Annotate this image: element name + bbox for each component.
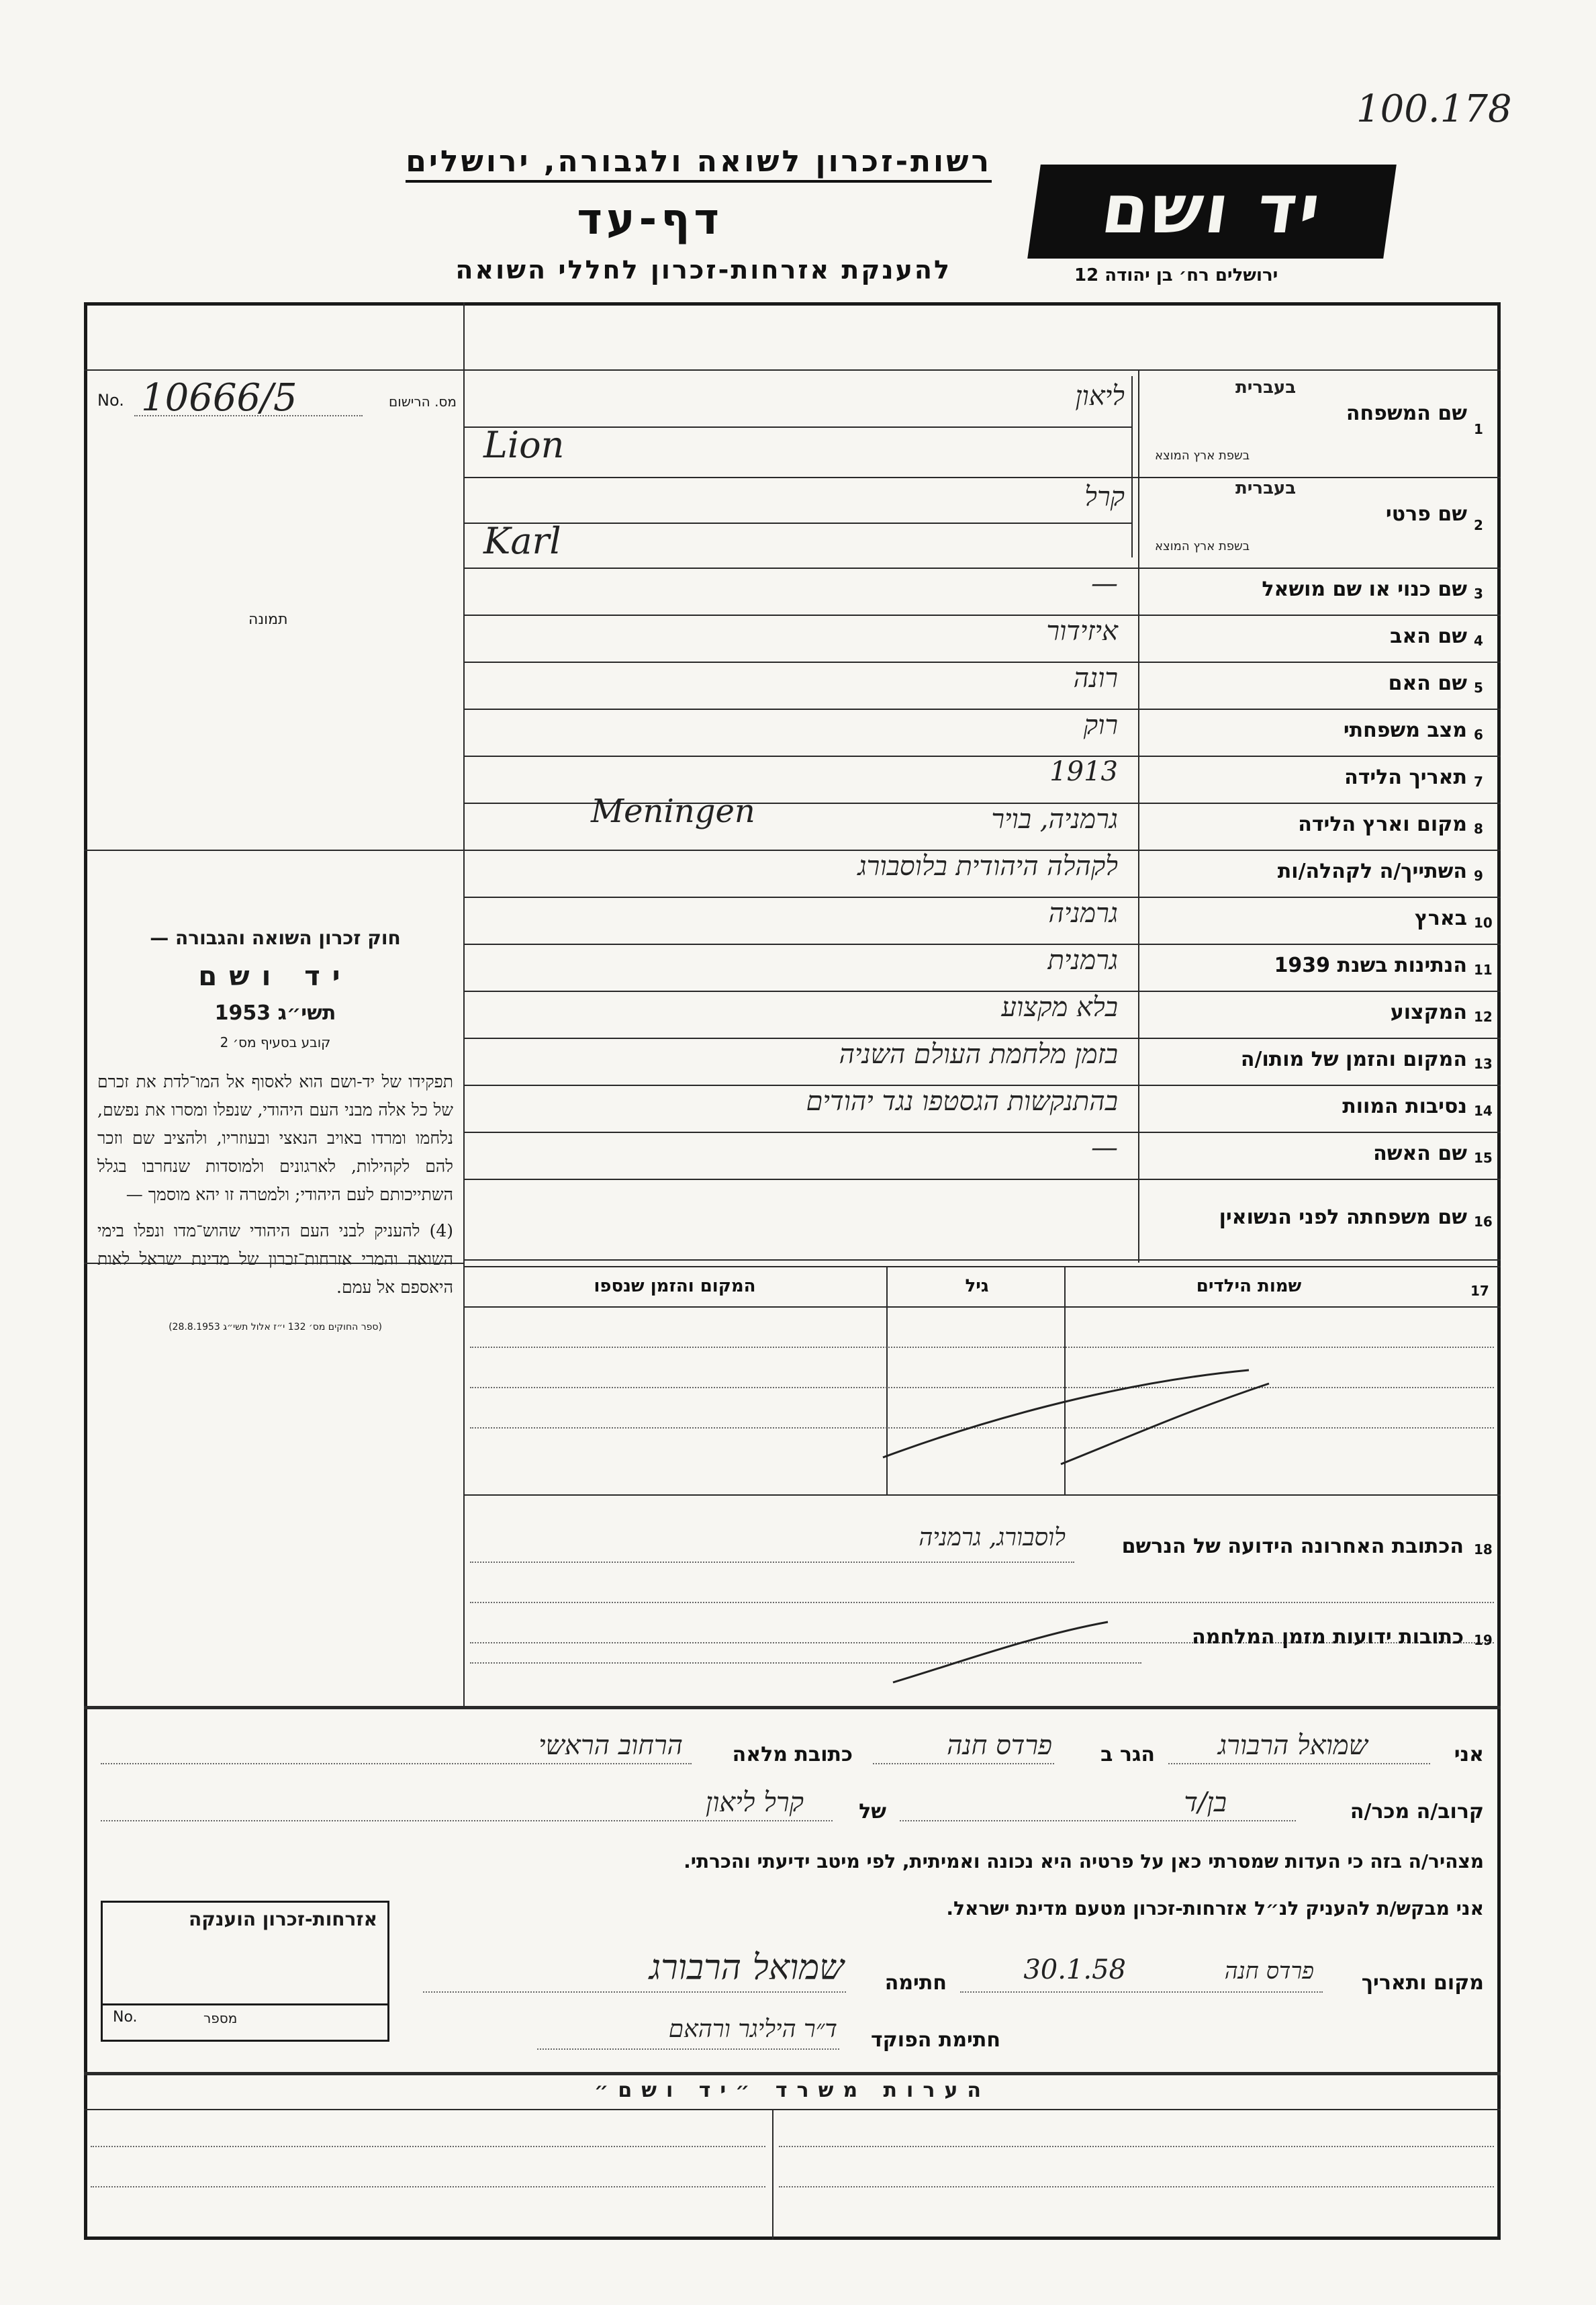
field-14-label: נסיבות המוות bbox=[1342, 1095, 1467, 1118]
decl-place: פרדס חנה bbox=[1224, 1958, 1314, 1985]
last-address-value: לוסבורג, גרמניה bbox=[919, 1524, 1066, 1551]
form-subtitle: להענקת אזרחות-זכרון לחללי השואה bbox=[455, 255, 951, 285]
decl-officer: ד״ר היליגר ורהאם bbox=[668, 2016, 837, 2043]
children-strikeout bbox=[873, 1357, 1276, 1471]
field-13-label: המקום והזמן של מותו/ה bbox=[1240, 1048, 1467, 1071]
office-notes-title: הערות משרד ״יד ושם״ bbox=[594, 2079, 990, 2102]
authority-line: רשות-זכרון לשואה ולגבורה, ירושלים bbox=[406, 144, 992, 183]
field-13-value: בזמן מלחמת העולם השניה bbox=[839, 1039, 1118, 1070]
field-2-label: שם פרטי bbox=[1385, 502, 1467, 526]
field-1-sublabel-origin: בשפת ארץ המוצא bbox=[1155, 449, 1250, 463]
field-1-value-latin: Lion bbox=[483, 424, 565, 466]
field-2-sublabel-origin: בשפת ארץ המוצא bbox=[1155, 539, 1250, 553]
logo-text: יד ושם bbox=[1096, 170, 1328, 248]
decl-signature: שמואל הרבורג bbox=[649, 1948, 844, 1988]
field-11-value: גרמנית bbox=[1047, 945, 1118, 976]
law-box bbox=[97, 927, 453, 1332]
field-11-number: 11 bbox=[1474, 962, 1493, 978]
field-9-value: לקהלה היהודית בלוסבורג bbox=[857, 851, 1118, 882]
field-5-label: שם האם bbox=[1388, 672, 1467, 695]
decl-resides: הגר ב bbox=[1100, 1743, 1155, 1766]
field-12-number: 12 bbox=[1474, 1009, 1493, 1025]
decl-relation-label: קרוב/ה מכר/ה bbox=[1350, 1800, 1484, 1823]
citizenship-box bbox=[101, 1901, 389, 2042]
field-row-12 bbox=[463, 991, 1501, 1038]
decl-place-date-label: מקום ותאריך bbox=[1361, 1971, 1484, 1995]
field-row-16 bbox=[463, 1179, 1501, 1259]
field-6-label: מצב משפחתי bbox=[1343, 719, 1467, 742]
last-address-label: הכתובת האחרונה הידועה של הנרשם bbox=[1121, 1535, 1464, 1558]
field-row-2 bbox=[463, 477, 1501, 568]
field-8-value: גרמניה, בויר bbox=[991, 804, 1118, 835]
field-2-value-latin: Karl bbox=[483, 519, 561, 562]
decl-officer-label: חתימת הפוקד bbox=[871, 2028, 1000, 2052]
field-14-value: בהתנקשות הגסטפו נגד יהודים bbox=[806, 1086, 1118, 1117]
decl-statement-2: אני מבקש/ת להעניק לנ״ל אזרחות-זכרון מטעם מדינת ישראל. bbox=[946, 1897, 1484, 1919]
decl-date: 30.1.58 bbox=[1023, 1954, 1126, 1985]
law-title: חוק זכרון השואה והגבורה — bbox=[150, 927, 401, 949]
citizenship-number-prefix: No. bbox=[113, 2009, 138, 2026]
decl-city: פרדס חנה bbox=[947, 1730, 1052, 1761]
registration-label: מס. הרישום bbox=[389, 394, 457, 410]
war-address-label: כתובות ידועות מזמן המלחמה bbox=[1192, 1625, 1464, 1649]
archive-number: 100.178 bbox=[1356, 87, 1512, 131]
law-section: קובע בסעיף מס׳ 2 bbox=[220, 1034, 331, 1050]
field-15-value: — bbox=[1091, 1132, 1118, 1163]
registration-number bbox=[94, 376, 457, 423]
children-age-header: גיל bbox=[965, 1276, 989, 1296]
field-15-label: שם האשה bbox=[1373, 1142, 1467, 1165]
decl-relation: בן/ד bbox=[1184, 1787, 1227, 1818]
field-3-label: שם כנוי או שם מושאל bbox=[1262, 578, 1467, 601]
registration-prefix: No. bbox=[97, 391, 124, 410]
field-8-number: 8 bbox=[1474, 821, 1483, 837]
law-body: תפקידו של יד-ושם הוא לאסוף אל המו־לדת את זכרם של כל אלה מבני העם היהודי, שנפלו ומסרו את נפשם, נלחמו ומרדו באויב הנאצי ובעוזריו, ולהציב שם וזכר להם לקהילות, לארגונים ולמוסדות שנחרבו בגלל השתייכותם לעם היהודי; ולמטרה זו יהא מוסמך — bbox=[97, 1072, 453, 1204]
field-15-number: 15 bbox=[1474, 1150, 1493, 1166]
field-1-label: שם המשפחה bbox=[1346, 402, 1467, 425]
law-year: תשי״ג 1953 bbox=[214, 1001, 336, 1025]
field-8-label: מקום וארץ הלידה bbox=[1298, 813, 1467, 836]
field-2-number: 2 bbox=[1474, 516, 1483, 533]
field-17-number: 17 bbox=[1470, 1283, 1489, 1299]
field-9-label: השתייך/ה לקהלה/ות bbox=[1277, 860, 1467, 883]
field-4-value: איזידור bbox=[1046, 616, 1118, 647]
field-row-10 bbox=[463, 897, 1501, 944]
field-5-number: 5 bbox=[1474, 680, 1483, 696]
decl-ani: אני bbox=[1454, 1743, 1484, 1766]
field-12-value: בלא מקצוע bbox=[1001, 992, 1118, 1023]
field-row-1 bbox=[463, 376, 1501, 477]
field-19-number: 19 bbox=[1474, 1632, 1493, 1648]
war-address-strikeout bbox=[886, 1615, 1115, 1689]
field-6-number: 6 bbox=[1474, 727, 1483, 743]
field-16-number: 16 bbox=[1474, 1214, 1493, 1230]
field-10-label: בארץ bbox=[1414, 907, 1467, 930]
field-row-8 bbox=[463, 793, 1501, 850]
field-12-label: המקצוע bbox=[1390, 1001, 1467, 1024]
citizenship-number-label: מספר bbox=[203, 2010, 238, 2026]
field-row-9 bbox=[463, 850, 1501, 897]
field-5-value: רונה bbox=[1073, 663, 1118, 694]
field-8-value-latin: Meningen bbox=[591, 793, 755, 830]
decl-signature-label: חתימה bbox=[884, 1971, 947, 1995]
field-18-number: 18 bbox=[1474, 1541, 1493, 1557]
witness-name: שמואל הרבורג bbox=[1217, 1730, 1368, 1761]
field-1-value-hebrew: ליאון bbox=[1075, 381, 1125, 412]
field-11-label: הנתינות בשנת 1939 bbox=[1274, 954, 1467, 977]
field-16-label: שם משפחתה לפני הנשואין bbox=[1219, 1206, 1467, 1229]
registration-value: 10666/5 bbox=[141, 376, 297, 420]
field-1-sublabel-hebrew: בעברית bbox=[1235, 377, 1297, 398]
field-3-number: 3 bbox=[1474, 586, 1483, 602]
field-row-6 bbox=[463, 709, 1501, 756]
field-4-label: שם האב bbox=[1390, 625, 1467, 648]
field-7-number: 7 bbox=[1474, 774, 1483, 790]
field-2-sublabel-hebrew: בעברית bbox=[1235, 478, 1297, 498]
field-row-4 bbox=[463, 615, 1501, 662]
field-13-number: 13 bbox=[1474, 1056, 1493, 1072]
decl-statement-1: מצהיר/ה בזה כי העדות שמסרתי כאן על פרטיה היא נכונה ואמיתית, לפי מיטב ידיעתי והכרתי. bbox=[684, 1850, 1484, 1872]
field-row-11 bbox=[463, 944, 1501, 991]
citizenship-title: אזרחות-זכרון הוענקה bbox=[189, 1908, 377, 1930]
field-row-14 bbox=[463, 1085, 1501, 1132]
decl-of-name: קרל ליאון bbox=[705, 1787, 804, 1818]
field-row-15 bbox=[463, 1132, 1501, 1179]
law-citation: (ספר החוקים מס׳ 132 י״ז אלול תשי״ג 28.8.1953) bbox=[169, 1322, 382, 1332]
decl-address-label: כתובת מלאה bbox=[732, 1743, 853, 1766]
decl-of-label: של bbox=[859, 1800, 886, 1823]
children-names-header: שמות הילדים bbox=[1196, 1276, 1302, 1296]
law-clause: (4) להעניק לבני העם היהודי שהוש־מדו ונפלו בימי השואה והמרי אזרחות־זכרון של מדינת ישראל לאות היאספם אל עמם. bbox=[97, 1221, 453, 1297]
photo-label: תמונה bbox=[248, 611, 288, 628]
decl-address: הרחוב הראשי bbox=[538, 1730, 683, 1761]
field-7-label: תאריך הלידה bbox=[1344, 766, 1467, 789]
field-row-13 bbox=[463, 1038, 1501, 1085]
field-2-value-hebrew: קרל bbox=[1084, 482, 1125, 512]
children-row bbox=[470, 1347, 1494, 1348]
yad-vashem-logo bbox=[1027, 165, 1397, 259]
field-1-number: 1 bbox=[1474, 421, 1483, 437]
law-name: יד ושם bbox=[198, 961, 353, 992]
logo-address: ירושלים רח׳ בן יהודה 12 bbox=[1074, 265, 1278, 285]
form-title: דף-עד bbox=[577, 195, 723, 244]
field-4-number: 4 bbox=[1474, 633, 1483, 649]
children-place-header: המקום והזמן שנספו bbox=[594, 1276, 756, 1296]
field-row-3 bbox=[463, 568, 1501, 615]
field-7-value: 1913 bbox=[1049, 756, 1118, 787]
field-6-value: רוק bbox=[1083, 710, 1118, 741]
field-10-number: 10 bbox=[1474, 915, 1493, 931]
field-14-number: 14 bbox=[1474, 1103, 1493, 1119]
field-3-value: — bbox=[1091, 568, 1118, 599]
field-9-number: 9 bbox=[1474, 868, 1483, 884]
field-10-value: גרמניה bbox=[1048, 898, 1118, 929]
field-row-5 bbox=[463, 662, 1501, 709]
